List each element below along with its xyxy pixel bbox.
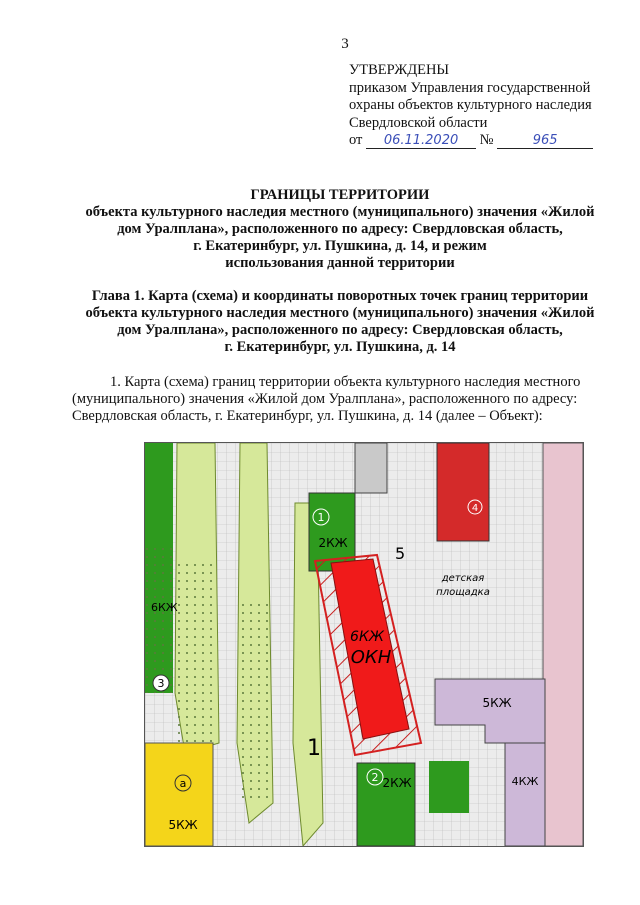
approval-block	[349, 62, 593, 150]
date-prefix: от	[349, 132, 363, 148]
approval-line-2: охраны объектов культурного наследия	[349, 97, 592, 113]
approval-date-line	[349, 132, 593, 150]
approval-number: 965	[497, 134, 593, 149]
marker-2: 2	[371, 771, 379, 784]
pink-strip-east	[543, 443, 583, 846]
title-line-4: г. Екатеринбург, ул. Пушкина, д. 14, и режим	[193, 238, 487, 254]
page-number: 3	[341, 36, 349, 52]
marker-a: а	[179, 777, 187, 790]
paragraph-line-2: (муниципального) значения «Жилой дом Уралплана», расположенного по адресу:	[72, 391, 578, 407]
southeast-building-label: 4КЖ	[511, 775, 539, 788]
map-canvas	[145, 443, 583, 846]
heritage-floors-label: 6КЖ	[350, 629, 384, 645]
title-line-5: использования данной территории	[225, 255, 455, 271]
number-prefix: №	[479, 132, 494, 148]
approval-heading: УТВЕРЖДЕНЫ	[349, 62, 450, 78]
south-building-label: 2КЖ	[382, 776, 412, 790]
strip-2-texture	[240, 603, 270, 803]
approval-line-3: Свердловской области	[349, 114, 488, 131]
heritage-code-label: ОКН	[350, 647, 392, 668]
lilac-building-southeast	[505, 743, 545, 846]
body-paragraph	[72, 374, 628, 425]
chapter-heading	[60, 288, 620, 356]
approval-date: 06.11.2020	[366, 134, 476, 149]
west-building-label: 6КЖ	[151, 601, 178, 614]
strip-1-texture	[177, 563, 217, 743]
paragraph-line-3: Свердловская область, г. Екатеринбург, ул. Пушкина, д. 14 (далее – Объект):	[72, 408, 543, 424]
territory-map	[144, 442, 584, 847]
title-line-3: дом Уралплана», расположенного по адресу: Свердловская область,	[117, 221, 563, 237]
chapter-line-3: дом Уралплана», расположенного по адресу: Свердловская область,	[117, 322, 563, 338]
playground-label-2: площадка	[436, 587, 490, 598]
corner-number: 5	[395, 544, 406, 563]
east-building-label: 5КЖ	[482, 696, 512, 710]
chapter-line-2: объекта культурного наследия местного (муниципального) значения «Жилой	[85, 305, 595, 321]
title-line-1: ГРАНИЦЫ ТЕРРИТОРИИ	[250, 187, 430, 203]
red-building-northeast	[437, 443, 489, 541]
green-zone-west-texture	[145, 543, 173, 693]
marker-4: 4	[471, 503, 479, 514]
title-line-2: объекта культурного наследия местного (муниципального) значения «Жилой	[85, 204, 595, 220]
yellow-building-label: 5КЖ	[168, 818, 198, 832]
street-number: 1	[307, 736, 321, 761]
north-building-label: 2КЖ	[318, 536, 348, 550]
marker-1: 1	[317, 511, 325, 524]
paragraph-line-1: 1. Карта (схема) границ территории объекта культурного наследия местного	[110, 374, 581, 390]
document-title	[60, 187, 620, 272]
approval-line-1: приказом Управления государственной	[349, 79, 591, 96]
marker-3: 3	[157, 677, 165, 690]
playground-label-1: детская	[441, 573, 485, 584]
green-patch-center	[429, 761, 469, 813]
grey-building	[355, 443, 387, 493]
chapter-line-1: Глава 1. Карта (схема) и координаты поворотных точек границ территории	[91, 288, 589, 304]
chapter-line-4: г. Екатеринбург, ул. Пушкина, д. 14	[224, 339, 456, 355]
